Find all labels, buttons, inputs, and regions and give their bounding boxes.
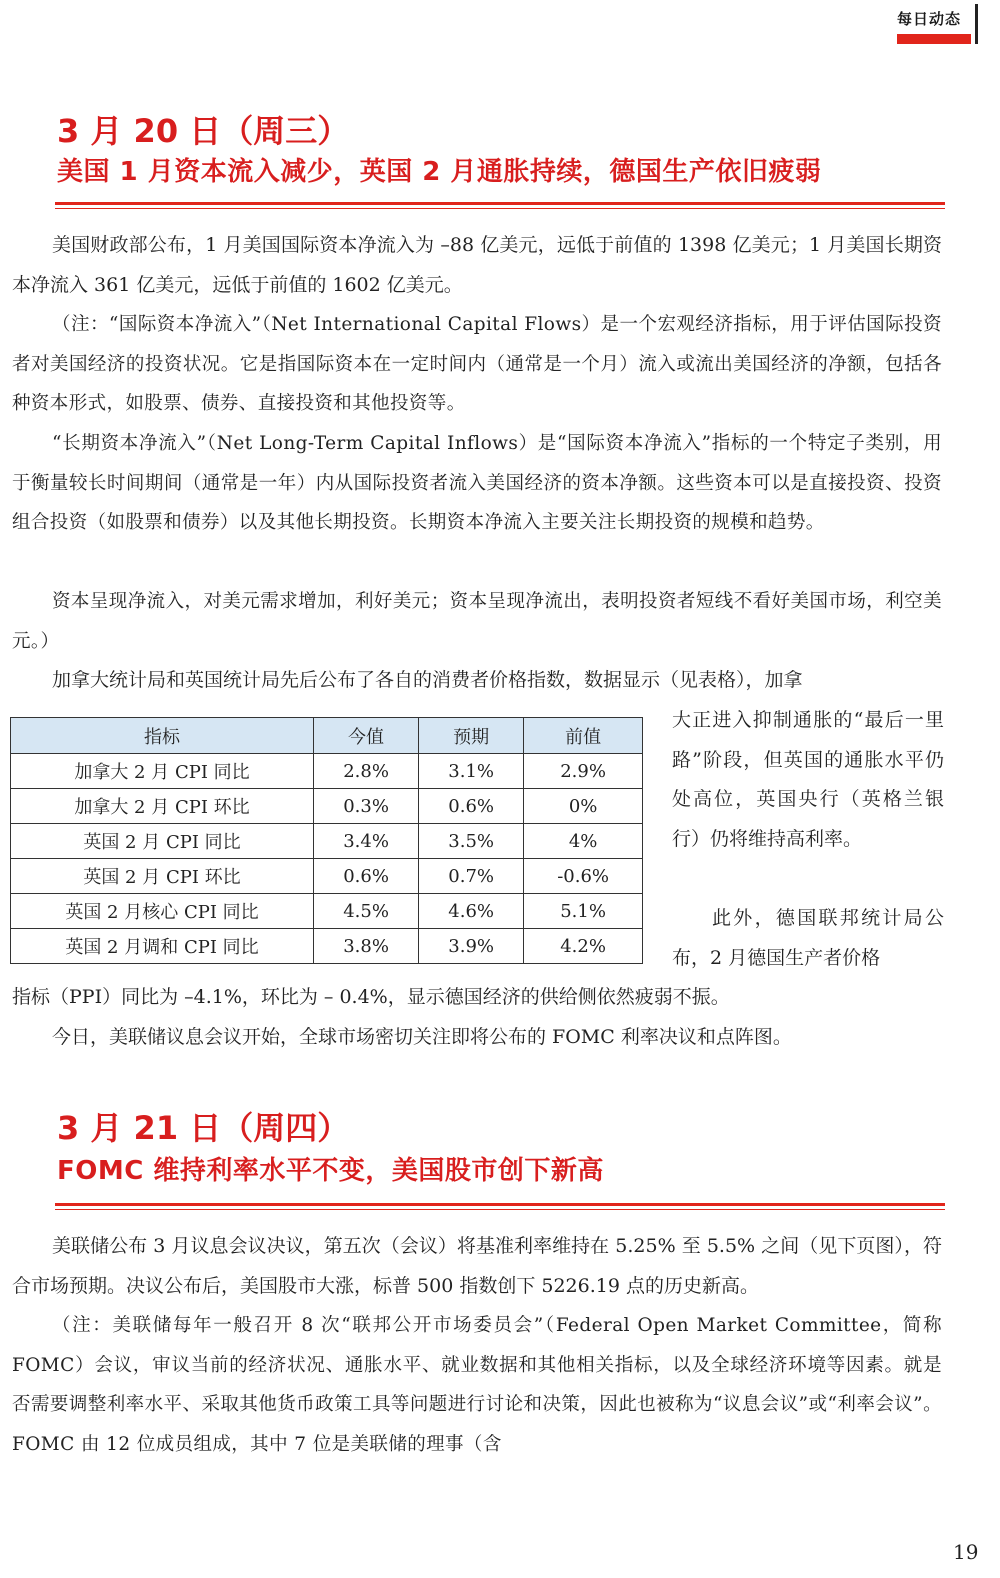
table-cell: 英国 2 月核心 CPI 同比 xyxy=(11,894,314,929)
section2-divider-thick xyxy=(55,1203,945,1206)
table-cell: 英国 2 月 CPI 同比 xyxy=(11,824,314,859)
page-number: 19 xyxy=(953,1540,979,1564)
section2-title: FOMC 维持利率水平不变，美国股市创下新高 xyxy=(57,1156,604,1186)
table-cell: 4.6% xyxy=(419,894,524,929)
section1-paragraph-2: 加拿大统计局和英国统计局先后公布了各自的消费者价格指数，数据显示（见表格），加拿 xyxy=(52,669,803,691)
header-divider xyxy=(975,4,978,44)
table-header-indicator: 指标 xyxy=(11,718,314,754)
table-row xyxy=(11,894,643,929)
table-cell: 0.6% xyxy=(314,859,419,894)
table-cell: -0.6% xyxy=(524,859,643,894)
table-cell: 4.2% xyxy=(524,929,643,964)
section1-note-1: （注：“国际资本净流入”（Net International Capital Flows）是一个宏观经济指标，用于评估国际投资者对美国经济的投资状况。它是指国际资本在一定时间内（通常是一个月）流入或流出美国经济的净额，包括各种资本形式，如股票、债券、直接投资和其他投资等。 xyxy=(12,314,942,414)
header-accent-bar xyxy=(897,34,971,44)
cpi-table xyxy=(10,717,643,964)
section-label: 每日动态 xyxy=(897,10,962,28)
table-row xyxy=(11,789,643,824)
table-row xyxy=(11,859,643,894)
table-header-forecast: 预期 xyxy=(419,718,524,754)
section1-title: 美国 1 月资本流入减少，英国 2 月通胀持续，德国生产依旧疲弱 xyxy=(57,157,822,187)
table-cell: 4% xyxy=(524,824,643,859)
table-row xyxy=(11,929,643,964)
section2-note-1: （注：美联储每年一般召开 8 次“联邦公开市场委员会”（Federal Open Market Committee，简称 FOMC）会议，审议当前的经济状况、通胀水平、就业数据和其他相关指标，以及全球经济环境等因素。就是否需要调整利率水平、采取其他货币政策工具等问题进行讨论和决策，因此也被称为“议息会议”或“利率会议”。FOMC 由 12 位成员组成，其中 7 位是美联储的理事（含 xyxy=(12,1315,942,1455)
table-cell: 3.9% xyxy=(419,929,524,964)
section2-divider-thin xyxy=(55,1209,945,1210)
table-row xyxy=(11,824,643,859)
table-cell: 3.1% xyxy=(419,754,524,789)
table-cell: 加拿大 2 月 CPI 环比 xyxy=(11,789,314,824)
table-header-row xyxy=(11,718,643,754)
table-cell: 加拿大 2 月 CPI 同比 xyxy=(11,754,314,789)
section1-side-text-1: 大正进入抑制通胀的“最后一里路”阶段，但英国的通胀水平仍处高位，英国央行（英格兰银行）仍将维持高利率。 xyxy=(672,709,944,850)
table-cell: 英国 2 月 CPI 环比 xyxy=(11,859,314,894)
table-cell: 2.9% xyxy=(524,754,643,789)
table-header-previous: 前值 xyxy=(524,718,643,754)
table-cell: 0.3% xyxy=(314,789,419,824)
section1-side-text-2: 此外，德国联邦统计局公布，2 月德国生产者价格 xyxy=(672,907,944,969)
table-cell: 5.1% xyxy=(524,894,643,929)
table-cell: 2.8% xyxy=(314,754,419,789)
section1-date-heading: 3 月 20 日（周三） xyxy=(57,112,350,150)
section1-note-3: 资本呈现净流入，对美元需求增加，利好美元；资本呈现净流出，表明投资者短线不看好美国市场，利空美元。） xyxy=(12,591,942,652)
section1-note-2: “长期资本净流入”（Net Long-Term Capital Inflows）是“国际资本净流入”指标的一个特定子类别，用于衡量较长时间期间（通常是一年）内从国际投资者流入美国经济的资本净额。这些资本可以是直接投资、投资组合投资（如股票和债券）以及其他长期投资。长期资本净流入主要关注长期投资的规模和趋势。 xyxy=(12,433,942,533)
section1-paragraph-1: 美国财政部公布，1 月美国国际资本净流入为 –88 亿美元，远低于前值的 1398 亿美元；1 月美国长期资本净流入 361 亿美元，远低于前值的 1602 亿美元。 xyxy=(12,234,942,296)
section1-divider-thick xyxy=(55,202,945,205)
section2-date-heading: 3 月 21 日（周四） xyxy=(57,1109,350,1147)
section1-divider-thin xyxy=(55,208,945,209)
table-cell: 4.5% xyxy=(314,894,419,929)
table-cell: 3.8% xyxy=(314,929,419,964)
table-cell: 0% xyxy=(524,789,643,824)
section1-paragraph-3: 指标（PPI）同比为 –4.1%，环比为 – 0.4%，显示德国经济的供给侧依然疲弱不振。 xyxy=(12,986,730,1008)
section2-paragraph-1: 美联储公布 3 月议息会议决议，第五次（会议）将基准利率维持在 5.25% 至 5.5% 之间（见下页图），符合市场预期。决议公布后，美国股市大涨，标普 500 指数创下 5226.19 点的历史新高。 xyxy=(12,1235,942,1297)
table-header-current: 今值 xyxy=(314,718,419,754)
table-cell: 0.6% xyxy=(419,789,524,824)
table-cell: 3.5% xyxy=(419,824,524,859)
table-cell: 英国 2 月调和 CPI 同比 xyxy=(11,929,314,964)
table-cell: 3.4% xyxy=(314,824,419,859)
section1-paragraph-4: 今日，美联储议息会议开始，全球市场密切关注即将公布的 FOMC 利率决议和点阵图。 xyxy=(52,1026,792,1048)
table-row xyxy=(11,754,643,789)
table-cell: 0.7% xyxy=(419,859,524,894)
